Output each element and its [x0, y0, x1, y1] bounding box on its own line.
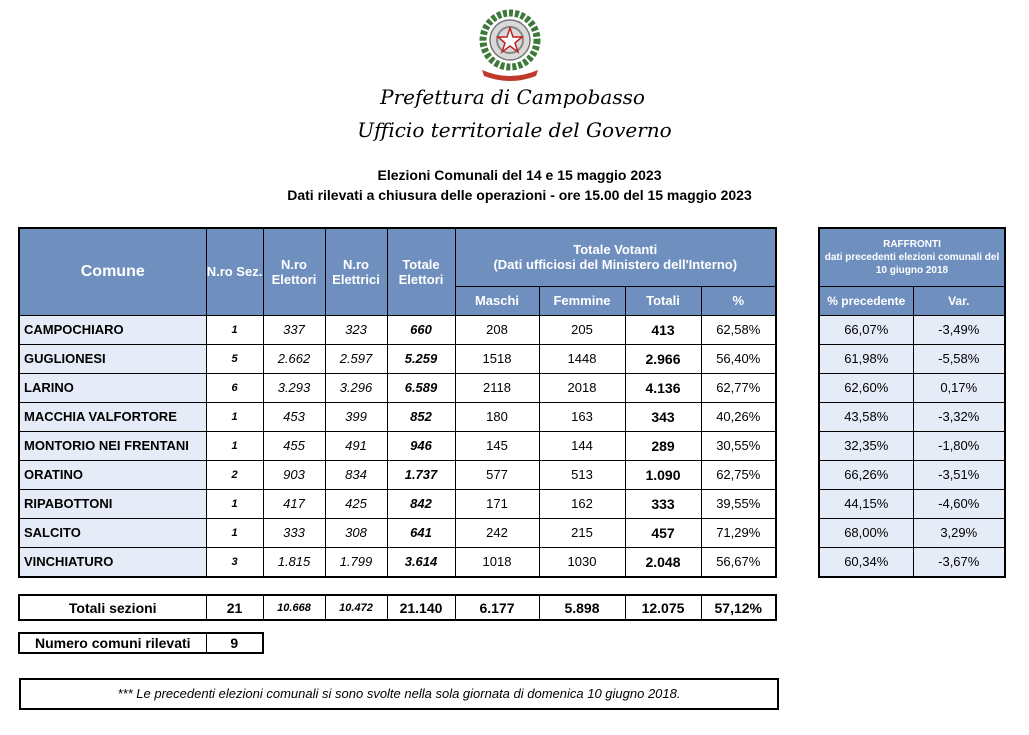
- cell-comune: GUGLIONESI: [19, 344, 206, 373]
- header-maschi: Maschi: [455, 286, 539, 315]
- page-subtitle: Dati rilevati a chiusura delle operazioni - ore 15.00 del 15 maggio 2023: [287, 187, 752, 203]
- cell-elettori: 1.815: [263, 547, 325, 577]
- table-row: [19, 547, 776, 577]
- cell-perc-precedente: 66,07%: [819, 315, 913, 344]
- cell-perc-precedente: 62,60%: [819, 373, 913, 402]
- cell-totale-elettori: 1.737: [387, 460, 455, 489]
- cell-comune: VINCHIATURO: [19, 547, 206, 577]
- cell-totali: 1.090: [625, 460, 701, 489]
- cell-totale-elettori: 660: [387, 315, 455, 344]
- cell-var: 0,17%: [913, 373, 1005, 402]
- cell-femmine: 1448: [539, 344, 625, 373]
- cell-totali: 333: [625, 489, 701, 518]
- cell-elettrici: 399: [325, 402, 387, 431]
- raffronti-row: [819, 431, 1005, 460]
- comuni-rilevati-table: [18, 632, 264, 654]
- header-var: Var.: [913, 286, 1005, 315]
- table-row: [19, 489, 776, 518]
- cell-var: -3,67%: [913, 547, 1005, 577]
- cell-elettrici: 425: [325, 489, 387, 518]
- cell-elettrici: 834: [325, 460, 387, 489]
- cell-perc: 71,29%: [701, 518, 776, 547]
- cell-maschi: 208: [455, 315, 539, 344]
- ufficio-line: Ufficio territoriale del Governo: [357, 118, 672, 142]
- cell-perc-precedente: 60,34%: [819, 547, 913, 577]
- raffronti-row: [819, 460, 1005, 489]
- cell-elettrici: 491: [325, 431, 387, 460]
- cell-sezioni: 1: [206, 315, 263, 344]
- page-title: Elezioni Comunali del 14 e 15 maggio 2023: [377, 167, 662, 183]
- cell-femmine: 163: [539, 402, 625, 431]
- cell-elettrici: 2.597: [325, 344, 387, 373]
- cell-totali: 4.136: [625, 373, 701, 402]
- results-table: [18, 227, 777, 578]
- cell-perc: 62,75%: [701, 460, 776, 489]
- cell-elettrici: 3.296: [325, 373, 387, 402]
- cell-elettori: 453: [263, 402, 325, 431]
- cell-totali: 2.966: [625, 344, 701, 373]
- comuni-rilevati-label: Numero comuni rilevati: [19, 633, 206, 653]
- raffronti-row: [819, 518, 1005, 547]
- cell-comune: MACCHIA VALFORTORE: [19, 402, 206, 431]
- cell-elettrici: 308: [325, 518, 387, 547]
- cell-perc: 39,55%: [701, 489, 776, 518]
- header-comune: Comune: [19, 228, 206, 315]
- header-perc-precedente: % precedente: [819, 286, 913, 315]
- cell-sezioni: 1: [206, 518, 263, 547]
- raffronti-title: RAFFRONTI: [883, 238, 941, 250]
- totals-elettori: 10.668: [263, 595, 325, 620]
- cell-var: 3,29%: [913, 518, 1005, 547]
- header-elettori: N.ro Elettori: [263, 228, 325, 315]
- cell-totale-elettori: 641: [387, 518, 455, 547]
- cell-elettori: 333: [263, 518, 325, 547]
- cell-perc: 62,58%: [701, 315, 776, 344]
- cell-sezioni: 3: [206, 547, 263, 577]
- cell-femmine: 144: [539, 431, 625, 460]
- cell-totali: 2.048: [625, 547, 701, 577]
- cell-perc-precedente: 43,58%: [819, 402, 913, 431]
- cell-elettori: 3.293: [263, 373, 325, 402]
- cell-perc-precedente: 44,15%: [819, 489, 913, 518]
- cell-comune: RIPABOTTONI: [19, 489, 206, 518]
- cell-perc: 40,26%: [701, 402, 776, 431]
- cell-perc-precedente: 68,00%: [819, 518, 913, 547]
- cell-comune: ORATINO: [19, 460, 206, 489]
- cell-femmine: 215: [539, 518, 625, 547]
- cell-totale-elettori: 842: [387, 489, 455, 518]
- cell-elettori: 455: [263, 431, 325, 460]
- totals-sezioni: 21: [206, 595, 263, 620]
- cell-totale-elettori: 3.614: [387, 547, 455, 577]
- cell-sezioni: 6: [206, 373, 263, 402]
- cell-totale-elettori: 5.259: [387, 344, 455, 373]
- cell-femmine: 205: [539, 315, 625, 344]
- table-row: [19, 315, 776, 344]
- raffronti-row: [819, 402, 1005, 431]
- cell-perc-precedente: 66,26%: [819, 460, 913, 489]
- raffronti-row: [819, 344, 1005, 373]
- cell-elettori: 337: [263, 315, 325, 344]
- cell-totale-elettori: 946: [387, 431, 455, 460]
- totals-table: [18, 594, 777, 621]
- cell-var: -3,51%: [913, 460, 1005, 489]
- prefettura-line: Prefettura di Campobasso: [380, 85, 645, 109]
- header-votanti-sub: (Dati ufficiosi del Ministero dell'Interno): [493, 257, 738, 273]
- cell-femmine: 1030: [539, 547, 625, 577]
- header-votanti-title: Totale Votanti: [573, 242, 658, 258]
- cell-var: -4,60%: [913, 489, 1005, 518]
- cell-perc: 30,55%: [701, 431, 776, 460]
- cell-maschi: 577: [455, 460, 539, 489]
- cell-maschi: 171: [455, 489, 539, 518]
- cell-sezioni: 1: [206, 489, 263, 518]
- cell-sezioni: 5: [206, 344, 263, 373]
- raffronti-row: [819, 373, 1005, 402]
- cell-comune: MONTORIO NEI FRENTANI: [19, 431, 206, 460]
- cell-maschi: 1518: [455, 344, 539, 373]
- cell-sezioni: 1: [206, 402, 263, 431]
- header-totali: Totali: [625, 286, 701, 315]
- cell-perc: 62,77%: [701, 373, 776, 402]
- cell-elettori: 2.662: [263, 344, 325, 373]
- cell-elettrici: 323: [325, 315, 387, 344]
- header-femmine: Femmine: [539, 286, 625, 315]
- totals-maschi: 6.177: [455, 595, 539, 620]
- cell-perc: 56,40%: [701, 344, 776, 373]
- cell-sezioni: 1: [206, 431, 263, 460]
- cell-maschi: 180: [455, 402, 539, 431]
- header-totale-elettori: Totale Elettori: [387, 228, 455, 315]
- cell-perc-precedente: 61,98%: [819, 344, 913, 373]
- table-row: [19, 431, 776, 460]
- italian-republic-emblem: [470, 6, 550, 84]
- totals-perc: 57,12%: [701, 595, 776, 620]
- header-sezioni: N.ro Sez.: [206, 228, 263, 315]
- totals-totali: 12.075: [625, 595, 701, 620]
- cell-var: -3,32%: [913, 402, 1005, 431]
- cell-maschi: 242: [455, 518, 539, 547]
- raffronti-subtitle: dati precedenti elezioni comunali del 10 giugno 2018: [824, 251, 1000, 276]
- raffronti-row: [819, 315, 1005, 344]
- cell-comune: SALCITO: [19, 518, 206, 547]
- totals-femmine: 5.898: [539, 595, 625, 620]
- cell-comune: CAMPOCHIARO: [19, 315, 206, 344]
- cell-femmine: 162: [539, 489, 625, 518]
- cell-var: -3,49%: [913, 315, 1005, 344]
- raffronti-row: [819, 489, 1005, 518]
- cell-perc-precedente: 32,35%: [819, 431, 913, 460]
- raffronti-header: [819, 228, 1005, 286]
- header-votanti: [455, 228, 776, 286]
- footnote: *** Le precedenti elezioni comunali si sono svolte nella sola giornata di domenica 10 giugno 2018.: [19, 678, 779, 710]
- table-row: [19, 344, 776, 373]
- cell-femmine: 2018: [539, 373, 625, 402]
- table-row: [19, 373, 776, 402]
- totals-elettrici: 10.472: [325, 595, 387, 620]
- cell-elettori: 903: [263, 460, 325, 489]
- raffronti-table: [818, 227, 1006, 578]
- totals-totale-elettori: 21.140: [387, 595, 455, 620]
- header-perc: %: [701, 286, 776, 315]
- cell-totali: 413: [625, 315, 701, 344]
- cell-totali: 343: [625, 402, 701, 431]
- header-elettrici: N.ro Elettrici: [325, 228, 387, 315]
- cell-totali: 289: [625, 431, 701, 460]
- cell-sezioni: 2: [206, 460, 263, 489]
- cell-comune: LARINO: [19, 373, 206, 402]
- cell-elettori: 417: [263, 489, 325, 518]
- table-row: [19, 518, 776, 547]
- cell-totale-elettori: 6.589: [387, 373, 455, 402]
- cell-var: -5,58%: [913, 344, 1005, 373]
- table-row: [19, 402, 776, 431]
- totals-label: Totali sezioni: [19, 595, 206, 620]
- table-row: [19, 460, 776, 489]
- cell-elettrici: 1.799: [325, 547, 387, 577]
- cell-var: -1,80%: [913, 431, 1005, 460]
- cell-totale-elettori: 852: [387, 402, 455, 431]
- cell-perc: 56,67%: [701, 547, 776, 577]
- cell-maschi: 1018: [455, 547, 539, 577]
- cell-femmine: 513: [539, 460, 625, 489]
- comuni-rilevati-value: 9: [206, 633, 263, 653]
- cell-maschi: 2118: [455, 373, 539, 402]
- cell-maschi: 145: [455, 431, 539, 460]
- cell-totali: 457: [625, 518, 701, 547]
- raffronti-row: [819, 547, 1005, 577]
